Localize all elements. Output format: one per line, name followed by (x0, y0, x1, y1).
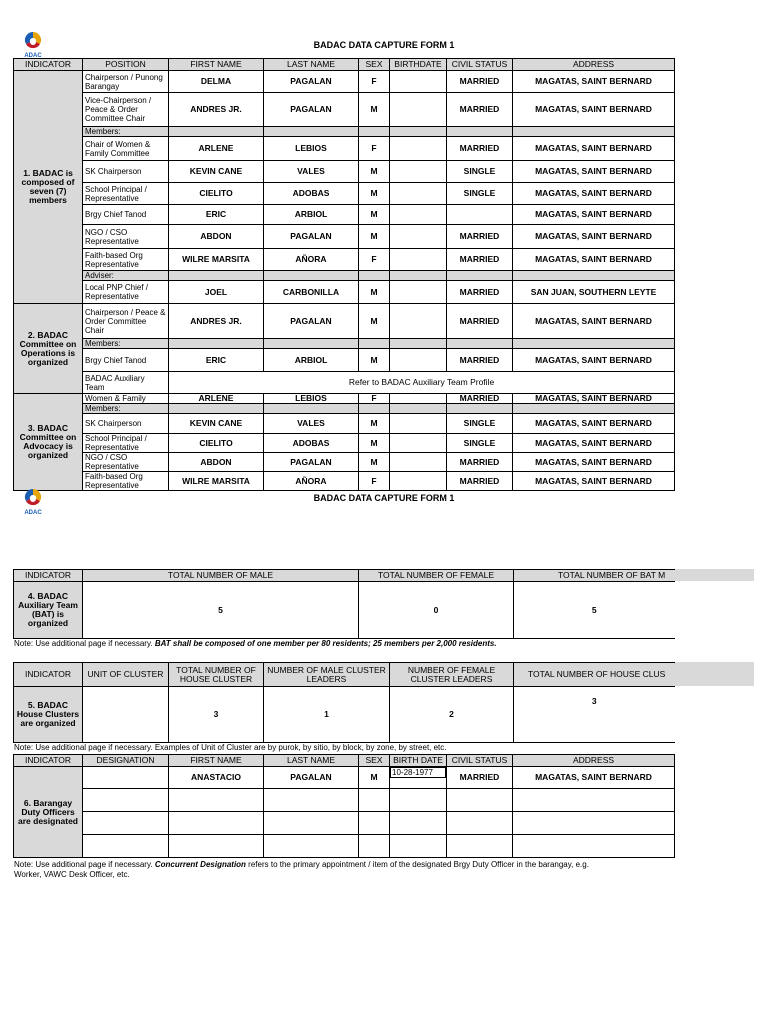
form-title-2: BADAC DATA CAPTURE FORM 1 (313, 493, 455, 503)
bat-table (13, 569, 675, 639)
position-cell: SK Chairperson (83, 414, 169, 434)
duty-officer-row (14, 767, 675, 789)
member-row (14, 394, 675, 404)
band-cell (264, 404, 359, 414)
address-cell: MAGATAS, SAINT BERNARD (513, 453, 675, 472)
member-row (14, 349, 675, 372)
band-cell (264, 271, 359, 281)
civil-status-cell: MARRIED (447, 281, 513, 304)
total-house-value: 3 (514, 687, 675, 743)
note-4-bold: BAT shall be composed of one member per 80 residents; 25 members per 2,000 residents. (154, 639, 497, 648)
col-civil-status: CIVIL STATUS (447, 59, 513, 71)
band-cell (390, 271, 447, 281)
first-name-cell: ERIC (169, 349, 264, 372)
band-cell (169, 404, 264, 414)
sex-cell: M (359, 453, 390, 472)
first-name-cell: WILRE MARSITA (169, 249, 264, 271)
civil-status-cell: MARRIED (447, 249, 513, 271)
col-position: POSITION (83, 59, 169, 71)
address-cell: MAGATAS, SAINT BERNARD (513, 183, 675, 205)
last-name-value: PAGALAN (264, 767, 359, 789)
member-row (14, 372, 675, 394)
member-row (14, 161, 675, 183)
address-cell: MAGATAS, SAINT BERNARD (513, 71, 675, 93)
sex-cell: M (359, 225, 390, 249)
first-name-cell: CIELITO (169, 183, 264, 205)
col-civil-status: CIVIL STATUS (447, 755, 513, 767)
civil-status-cell: MARRIED (447, 137, 513, 161)
band-cell (359, 271, 390, 281)
band-cell (513, 404, 675, 414)
first-name-cell: ARLENE (169, 137, 264, 161)
position-cell: Chairperson / Punong Barangay (83, 71, 169, 93)
position-cell: Brgy Chief Tanod (83, 205, 169, 225)
table5-header-row (14, 663, 675, 687)
table4-header-row (14, 570, 675, 582)
note-6 (14, 860, 589, 869)
note-5: Note: Use additional page if necessary. Examples of Unit of Cluster are by purok, by sitio, by block, by zone, by street, etc. (14, 743, 447, 752)
col-address: ADDRESS (513, 59, 675, 71)
address-cell: MAGATAS, SAINT BERNARD (513, 137, 675, 161)
col-last-name: LAST NAME (264, 755, 359, 767)
birthdate-cell (390, 249, 447, 271)
birth-date-box: 10-28-1977 (390, 767, 446, 778)
empty-row (14, 812, 675, 835)
address-cell: MAGATAS, SAINT BERNARD (513, 414, 675, 434)
band-cell (169, 271, 264, 281)
last-name-cell: AÑORA (264, 472, 359, 491)
duty-officers-table (13, 754, 675, 858)
band-cell (169, 127, 264, 137)
sex-cell: F (359, 472, 390, 491)
band-cell (390, 127, 447, 137)
last-name-cell: VALES (264, 414, 359, 434)
birthdate-cell (390, 472, 447, 491)
house-cluster-table (13, 662, 675, 743)
note-4 (14, 639, 497, 648)
table4-row (14, 582, 675, 639)
address-cell: MAGATAS, SAINT BERNARD (513, 304, 675, 339)
address-cell: MAGATAS, SAINT BERNARD (513, 93, 675, 127)
sex-cell: M (359, 281, 390, 304)
member-row (14, 414, 675, 434)
band-label: Members: (83, 339, 169, 349)
first-name-cell: DELMA (169, 71, 264, 93)
band-cell (359, 404, 390, 414)
address-cell: MAGATAS, SAINT BERNARD (513, 434, 675, 453)
address-value: MAGATAS, SAINT BERNARD (513, 767, 675, 789)
indicator-1: 1. BADAC is composed of seven (7) members (14, 71, 83, 304)
member-row (14, 249, 675, 271)
section-band-row (14, 127, 675, 137)
position-cell: School Principal / Representative (83, 183, 169, 205)
col-address: ADDRESS (513, 755, 675, 767)
first-name-cell: ERIC (169, 205, 264, 225)
last-name-cell: LEBIOS (264, 394, 359, 404)
sex-value: M (359, 767, 390, 789)
col-designation: DESIGNATION (83, 755, 169, 767)
sex-cell: F (359, 249, 390, 271)
col-unit-cluster: UNIT OF CLUSTER (83, 663, 169, 687)
col-total-male: TOTAL NUMBER OF MALE (83, 570, 359, 582)
header-overflow-band (674, 569, 754, 581)
member-row (14, 472, 675, 491)
col-sex: SEX (359, 755, 390, 767)
birthdate-cell (390, 183, 447, 205)
address-cell: MAGATAS, SAINT BERNARD (513, 349, 675, 372)
female-leaders-value: 2 (390, 687, 514, 743)
indicator-4: 4. BADAC Auxiliary Team (BAT) is organized (14, 582, 83, 639)
birthdate-cell (390, 161, 447, 183)
birthdate-cell (390, 349, 447, 372)
member-row (14, 434, 675, 453)
address-cell: MAGATAS, SAINT BERNARD (513, 205, 675, 225)
last-name-cell: ARBIOL (264, 205, 359, 225)
position-cell: NGO / CSO Representative (83, 453, 169, 472)
last-name-cell: PAGALAN (264, 453, 359, 472)
member-row (14, 225, 675, 249)
member-row (14, 281, 675, 304)
first-name-cell: KEVIN CANE (169, 161, 264, 183)
first-name-value: ANASTACIO (169, 767, 264, 789)
last-name-cell: ADOBAS (264, 183, 359, 205)
sex-cell: F (359, 394, 390, 404)
sex-cell: F (359, 71, 390, 93)
civil-status-cell: MARRIED (447, 453, 513, 472)
member-row (14, 93, 675, 127)
sex-cell: M (359, 161, 390, 183)
note-6-plain: Note: Use additional page if necessary. (14, 860, 155, 869)
sex-cell: M (359, 304, 390, 339)
band-cell (447, 271, 513, 281)
birthdate-cell (390, 453, 447, 472)
position-cell: Vice-Chairperson / Peace & Order Committee Chair (83, 93, 169, 127)
first-name-cell: ABDON (169, 225, 264, 249)
member-row (14, 183, 675, 205)
col-birthdate: BIRTHDATE (390, 59, 447, 71)
birthdate-cell (390, 137, 447, 161)
band-cell (264, 127, 359, 137)
last-name-cell: PAGALAN (264, 93, 359, 127)
band-cell (264, 339, 359, 349)
first-name-cell: ANDRES JR. (169, 304, 264, 339)
birthdate-cell (390, 414, 447, 434)
col-first-name: FIRST NAME (169, 59, 264, 71)
last-name-cell: PAGALAN (264, 304, 359, 339)
first-name-cell: ARLENE (169, 394, 264, 404)
table6-header-row (14, 755, 675, 767)
indicator-6: 6. Barangay Duty Officers are designated (14, 767, 83, 858)
last-name-cell: CARBONILLA (264, 281, 359, 304)
last-name-cell: AÑORA (264, 249, 359, 271)
empty-row (14, 789, 675, 812)
civil-status-value: MARRIED (447, 767, 513, 789)
svg-text:ADAC: ADAC (24, 510, 42, 515)
position-cell: Brgy Chief Tanod (83, 349, 169, 372)
svg-text:ADAC: ADAC (24, 53, 42, 58)
first-name-cell: CIELITO (169, 434, 264, 453)
band-cell (447, 404, 513, 414)
note-6-bold: Concurrent Designation (154, 860, 246, 869)
auxiliary-note: Refer to BADAC Auxiliary Team Profile (169, 372, 675, 394)
total-bat-value: 5 (514, 582, 675, 639)
last-name-cell: PAGALAN (264, 225, 359, 249)
col-male-leaders: NUMBER OF MALE CLUSTER LEADERS (264, 663, 390, 687)
last-name-cell: VALES (264, 161, 359, 183)
first-name-cell: JOEL (169, 281, 264, 304)
address-cell: MAGATAS, SAINT BERNARD (513, 249, 675, 271)
table1-header-row (14, 59, 675, 71)
col-total-female: TOTAL NUMBER OF FEMALE (359, 570, 514, 582)
note-6-rest: refers to the primary appointment / item of the designated Brgy Duty Officer in the barangay, e.g. (245, 860, 589, 869)
note-4-plain: Note: Use additional page if necessary. (14, 639, 155, 648)
birthdate-cell (390, 281, 447, 304)
member-row (14, 71, 675, 93)
member-row (14, 453, 675, 472)
band-cell (513, 271, 675, 281)
section-band-row (14, 404, 675, 414)
indicator-5: 5. BADAC House Clusters are organized (14, 687, 83, 743)
col-total-bat: TOTAL NUMBER OF BAT M (514, 570, 675, 582)
badac-members-table (13, 58, 675, 491)
civil-status-cell: MARRIED (447, 225, 513, 249)
member-row (14, 304, 675, 339)
sex-cell: M (359, 434, 390, 453)
note-6-line2: Worker, VAWC Desk Officer, etc. (14, 870, 130, 879)
band-cell (390, 339, 447, 349)
designation-value (83, 767, 169, 789)
col-sex: SEX (359, 59, 390, 71)
position-cell: NGO / CSO Representative (83, 225, 169, 249)
band-label: Members: (83, 404, 169, 414)
indicator-2: 2. BADAC Committee on Operations is organized (14, 304, 83, 394)
col-indicator: INDICATOR (14, 755, 83, 767)
last-name-cell: ARBIOL (264, 349, 359, 372)
section-band-row (14, 339, 675, 349)
position-cell: SK Chairperson (83, 161, 169, 183)
col-birth-date: BIRTH DATE (390, 755, 447, 767)
civil-status-cell: MARRIED (447, 71, 513, 93)
position-cell: Faith-based Org Representative (83, 472, 169, 491)
civil-status-cell: MARRIED (447, 349, 513, 372)
band-cell (169, 339, 264, 349)
member-row (14, 205, 675, 225)
position-cell: Chairperson / Peace & Order Committee Chair (83, 304, 169, 339)
col-total-house-cluster: TOTAL NUMBER OF HOUSE CLUSTER (169, 663, 264, 687)
band-label: Adviser: (83, 271, 169, 281)
sex-cell: M (359, 183, 390, 205)
last-name-cell: LEBIOS (264, 137, 359, 161)
table5-row (14, 687, 675, 743)
band-cell (513, 127, 675, 137)
sex-cell: M (359, 205, 390, 225)
address-cell: MAGATAS, SAINT BERNARD (513, 161, 675, 183)
male-leaders-value: 1 (264, 687, 390, 743)
band-cell (359, 127, 390, 137)
empty-row (14, 835, 675, 858)
birthdate-cell (390, 71, 447, 93)
sex-cell: M (359, 349, 390, 372)
band-cell (447, 127, 513, 137)
birth-date-value[interactable] (390, 767, 447, 789)
total-male-value: 5 (83, 582, 359, 639)
address-cell: MAGATAS, SAINT BERNARD (513, 225, 675, 249)
civil-status-cell: MARRIED (447, 472, 513, 491)
position-cell: Women & Family (83, 394, 169, 404)
address-cell: SAN JUAN, SOUTHERN LEYTE (513, 281, 675, 304)
col-indicator: INDICATOR (14, 570, 83, 582)
band-cell (513, 339, 675, 349)
position-cell: BADAC Auxiliary Team (83, 372, 169, 394)
house-cluster-value: 3 (169, 687, 264, 743)
position-cell: Faith-based Org Representative (83, 249, 169, 271)
birthdate-cell (390, 205, 447, 225)
birthdate-cell (390, 225, 447, 249)
first-name-cell: ABDON (169, 453, 264, 472)
first-name-cell: KEVIN CANE (169, 414, 264, 434)
civil-status-cell: SINGLE (447, 414, 513, 434)
band-label: Members: (83, 127, 169, 137)
form-title: BADAC DATA CAPTURE FORM 1 (313, 40, 455, 50)
birthdate-cell (390, 93, 447, 127)
band-cell (359, 339, 390, 349)
civil-status-cell: SINGLE (447, 161, 513, 183)
birthdate-cell (390, 304, 447, 339)
col-female-leaders: NUMBER OF FEMALE CLUSTER LEADERS (390, 663, 514, 687)
unit-cluster-value (83, 687, 169, 743)
civil-status-cell: SINGLE (447, 183, 513, 205)
first-name-cell: WILRE MARSITA (169, 472, 264, 491)
col-total-house-clus: TOTAL NUMBER OF HOUSE CLUS (514, 663, 675, 687)
sex-cell: F (359, 137, 390, 161)
civil-status-cell: SINGLE (447, 434, 513, 453)
last-name-cell: ADOBAS (264, 434, 359, 453)
indicator-3: 3. BADAC Committee on Advocacy is organized (14, 394, 83, 491)
birthdate-cell (390, 394, 447, 404)
band-cell (447, 339, 513, 349)
section-band-row (14, 271, 675, 281)
band-cell (390, 404, 447, 414)
sex-cell: M (359, 93, 390, 127)
position-cell: Chair of Women & Family Committee (83, 137, 169, 161)
civil-status-cell: MARRIED (447, 304, 513, 339)
civil-status-cell: MARRIED (447, 394, 513, 404)
first-name-cell: ANDRES JR. (169, 93, 264, 127)
member-row (14, 137, 675, 161)
col-first-name: FIRST NAME (169, 755, 264, 767)
address-cell: MAGATAS, SAINT BERNARD (513, 472, 675, 491)
header-overflow-band-5 (674, 662, 754, 686)
col-indicator: INDICATOR (14, 663, 83, 687)
col-last-name: LAST NAME (264, 59, 359, 71)
civil-status-cell (447, 205, 513, 225)
last-name-cell: PAGALAN (264, 71, 359, 93)
birthdate-cell (390, 434, 447, 453)
position-cell: School Principal / Representative (83, 434, 169, 453)
total-female-value: 0 (359, 582, 514, 639)
civil-status-cell: MARRIED (447, 93, 513, 127)
col-indicator: INDICATOR (14, 59, 83, 71)
position-cell: Local PNP Chief / Representative (83, 281, 169, 304)
address-cell: MAGATAS, SAINT BERNARD (513, 394, 675, 404)
sex-cell: M (359, 414, 390, 434)
